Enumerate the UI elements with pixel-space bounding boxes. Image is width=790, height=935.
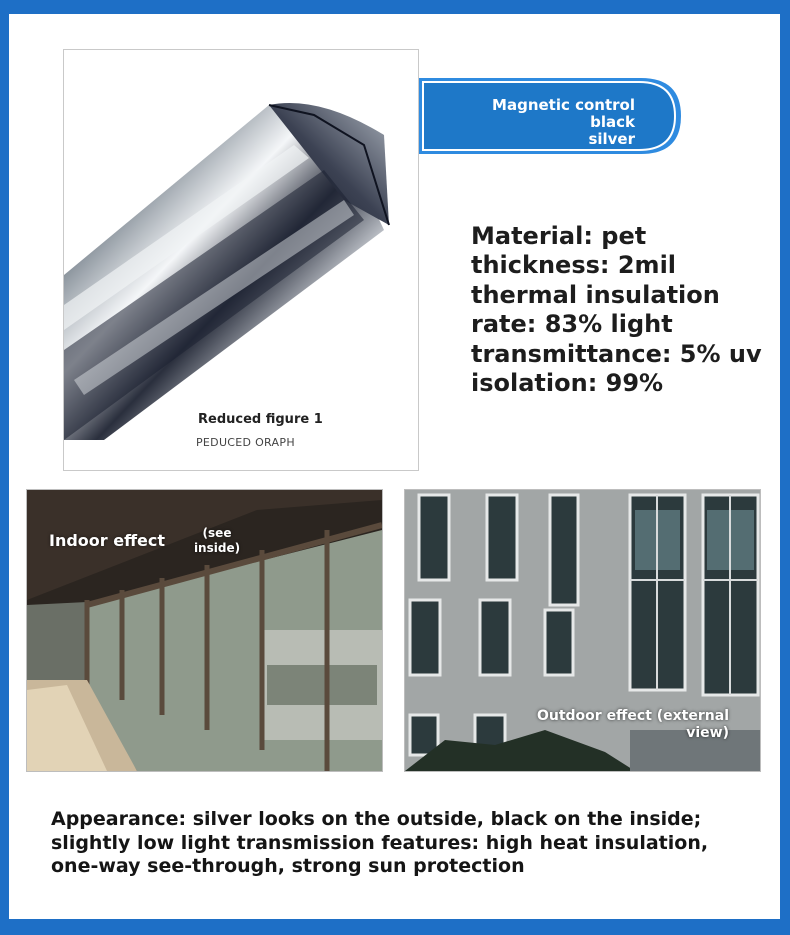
product-type-badge — [419, 76, 681, 156]
outdoor-label-line1: Outdoor effect (external — [536, 708, 729, 724]
appearance-line: Appearance: silver looks on the outside, black on the inside; — [51, 808, 702, 830]
appearance-line: slightly low light transmission features: high heat insulation, — [51, 831, 709, 854]
indoor-effect-photo — [26, 489, 383, 772]
film-roll-illustration — [64, 50, 418, 470]
outdoor-label-line2: view) — [686, 725, 729, 741]
indoor-effect-label: Indoor effect — [49, 531, 166, 550]
see-inside-line1: (see — [202, 526, 232, 540]
spec-line: Material: pet — [471, 222, 647, 250]
spec-list — [471, 222, 771, 398]
badge-label-line2: silver — [588, 130, 635, 148]
spec-line: thickness: 2mil — [471, 251, 677, 280]
product-roll-image — [63, 49, 419, 471]
outdoor-effect-label — [531, 708, 729, 742]
spec-line: transmittance: 5% uv — [471, 339, 762, 368]
spec-line: thermal insulation — [471, 280, 720, 309]
badge-label-line1: Magnetic control black — [492, 96, 635, 131]
appearance-description — [51, 808, 751, 879]
see-inside-label — [187, 526, 247, 556]
reduced-graph-caption: PEDUCED ORAPH — [196, 436, 295, 449]
see-inside-line2: inside) — [193, 541, 241, 555]
reduced-figure-caption: Reduced figure 1 — [198, 412, 323, 427]
spec-line: rate: 83% light — [471, 310, 673, 339]
appearance-line: one-way see-through, strong sun protection — [51, 855, 525, 877]
badge-label — [445, 97, 635, 148]
spec-line: isolation: 99% — [471, 369, 664, 398]
outdoor-effect-photo — [404, 489, 761, 772]
